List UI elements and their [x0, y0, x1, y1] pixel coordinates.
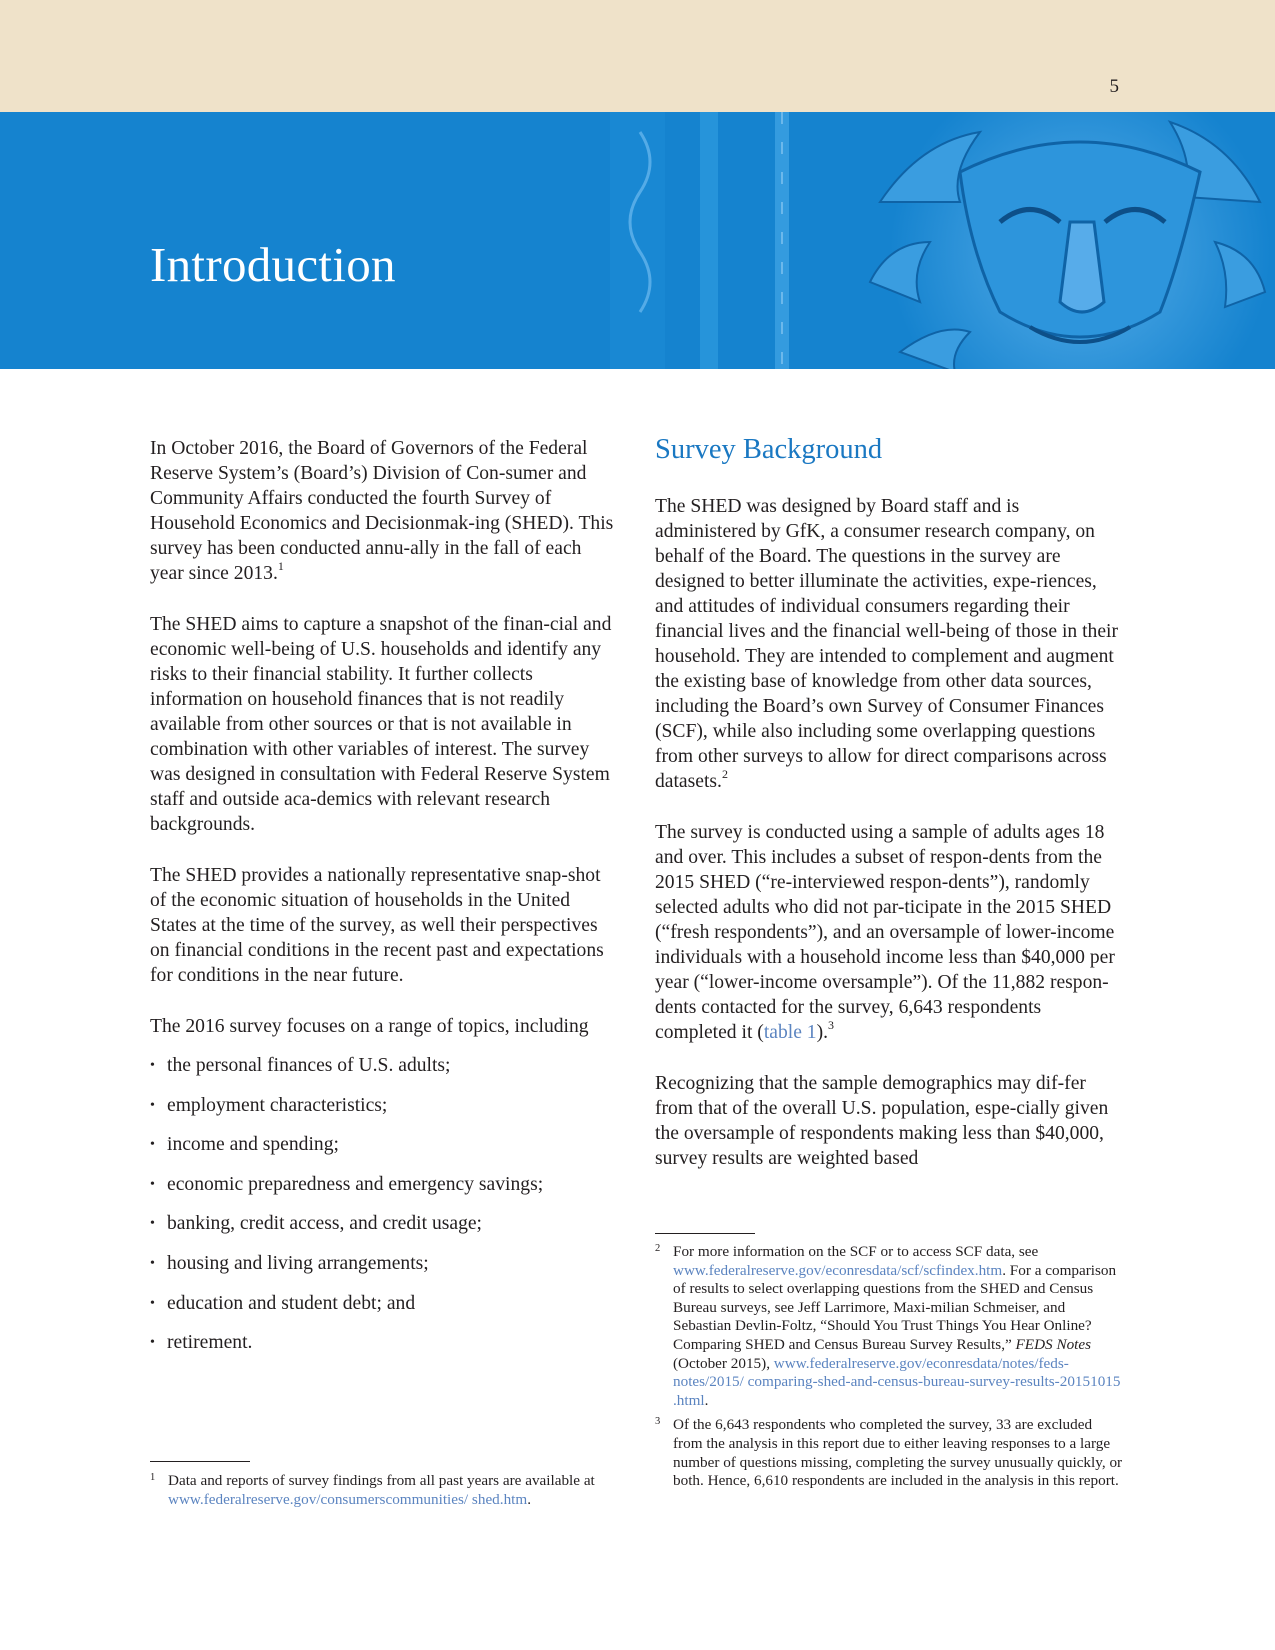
footnote-ref-1[interactable]: 1: [277, 559, 284, 574]
background-paragraph-3: Recognizing that the sample demographics may dif-fer from that of the overall U.S. population, espe-cially given the oversample of respondents making less than $40,000, survey results are weighted based: [655, 1073, 1109, 1169]
intro-paragraph-3: The SHED provides a nationally representative snap-shot of the economic situation of households in the United States at the time of the survey, as well their perspectives on financial conditions in the recent past and expectations for conditions in the near future.: [150, 865, 604, 986]
footnote-ref-3[interactable]: 3: [828, 1018, 835, 1033]
bullet-icon: •: [150, 1295, 155, 1311]
list-item: • income and spending;: [150, 1134, 339, 1156]
right-column: [655, 436, 1125, 1197]
list-item: • the personal finances of U.S. adults;: [150, 1055, 451, 1076]
list-item: • economic preparedness and emergency savings;: [150, 1173, 544, 1195]
feds-notes-link[interactable]: www.federalreserve.gov/econresdata/notes/feds-notes/2015/ comparing-shed-and-census-bureau-survey-results-20151015 .html: [673, 1354, 1121, 1409]
left-column: [150, 436, 620, 1370]
footnotes-right: [655, 1243, 1125, 1497]
intro-paragraph-2: The SHED aims to capture a snapshot of the finan-cial and economic well-being of U.S. households and identify any risks to their financial stability. It further collects information on household finances that is not readily available from other sources or that is not available in combination with other variables of interest. The survey was designed in consultation with Federal Reserve System staff and outside aca-demics with relevant research backgrounds.: [150, 614, 612, 835]
footnote-divider-right: [655, 1233, 755, 1234]
bullet-icon: •: [150, 1058, 155, 1073]
scf-link[interactable]: www.federalreserve.gov/econresdata/scf/scfindex.htm: [673, 1261, 1003, 1279]
list-item: • employment characteristics;: [150, 1094, 388, 1116]
list-item: • banking, credit access, and credit usage;: [150, 1213, 483, 1235]
footnote-3: 3 Of the 6,643 respondents who completed the survey, 33 are excluded from the analysis in this report due to either leaving responses to a large number of questions missing, completing the survey unusually quickly, or both. Hence, 6,610 respondents are included in the analysis in this report.: [655, 1416, 1123, 1490]
top-band: [0, 0, 1275, 112]
shed-link[interactable]: www.federalreserve.gov/consumerscommunities/ shed.htm: [168, 1490, 528, 1508]
bullet-icon: •: [150, 1097, 155, 1113]
footnote-divider-left: [150, 1461, 250, 1462]
footnote-2: 2 For more information on the SCF or to access SCF data, see www.federalreserve.gov/econresdata/scf/scfindex.htm. For a comparison of results to select overlapping questions from the SHED and Census Bureau surveys, see Jeff Larrimore, Maxi-milian Schmeiser, and Sebastian Devlin-Foltz, “Should You Trust Things You Hear Online? Comparing SHED and Census Bureau Survey Results,” FEDS Notes (October 2015), www.federalreserve.gov/econresdata/notes/feds-notes/2015/ comparing-shed-and-census-bureau-survey-results-20151015 .html.: [655, 1243, 1121, 1409]
footnote-1: 1 Data and reports of survey findings from all past years are available at www.federalreserve.gov/consumerscommunities/ shed.htm.: [150, 1472, 595, 1508]
bullet-icon: •: [150, 1255, 155, 1271]
footnote-ref-2[interactable]: 2: [721, 767, 728, 782]
section-heading: Survey Background: [655, 434, 883, 465]
intro-paragraph-1: In October 2016, the Board of Governors of the Federal Reserve System’s (Board’s) Division of Con-sumer and Community Affairs conducted the fourth Survey of Household Economics and Decisionmak-ing (SHED). This survey has been conducted annu-ally in the fall of each year since 2013.$^1$: [150, 438, 614, 584]
bullet-icon: •: [150, 1335, 155, 1351]
bullet-icon: •: [150, 1216, 155, 1232]
chapter-title: Introduction: [150, 237, 396, 292]
list-item: • retirement.: [150, 1332, 253, 1354]
topics-list: [150, 1053, 620, 1355]
list-item: • education and student debt; and: [150, 1292, 416, 1314]
bullet-icon: •: [150, 1137, 155, 1153]
footnotes-left: [150, 1472, 620, 1515]
page-number: 5: [1109, 76, 1119, 97]
background-paragraph-2: The survey is conducted using a sample of adults ages 18 and over. This includes a subset of respon-dents from the 2015 SHED (“re-interviewed respon-dents”), randomly selected adults who did not par-ticipate in the 2015 SHED (“fresh respondents”), and an oversample of lower-income individuals with a household income less than $40,000 per year (“lower-income oversample”). Of the 11,882 respon-dents contacted for the survey, 6,643 respondents completed it (table 1).$^3$: [655, 822, 1115, 1043]
background-paragraph-1: The SHED was designed by Board staff and is administered by GfK, a consumer research company, on behalf of the Board. The questions in the survey are designed to better illuminate the activities, expe-riences, and attitudes of individual consumers regarding their financial lives and the financial well-being of those in their household. They are intended to complement and augment the existing base of knowledge from other data sources, including the Board’s own Survey of Consumer Finances (SCF), while also including some overlapping questions from other surveys to allow for direct comparisons across datasets.$^2$: [655, 496, 1119, 792]
intro-paragraph-4: The 2016 survey focuses on a range of topics, including: [150, 1016, 589, 1037]
list-item: • housing and living arrangements;: [150, 1252, 429, 1274]
bullet-icon: •: [150, 1176, 155, 1192]
chapter-banner: [0, 112, 1275, 369]
table-1-link[interactable]: table 1: [763, 1022, 817, 1043]
